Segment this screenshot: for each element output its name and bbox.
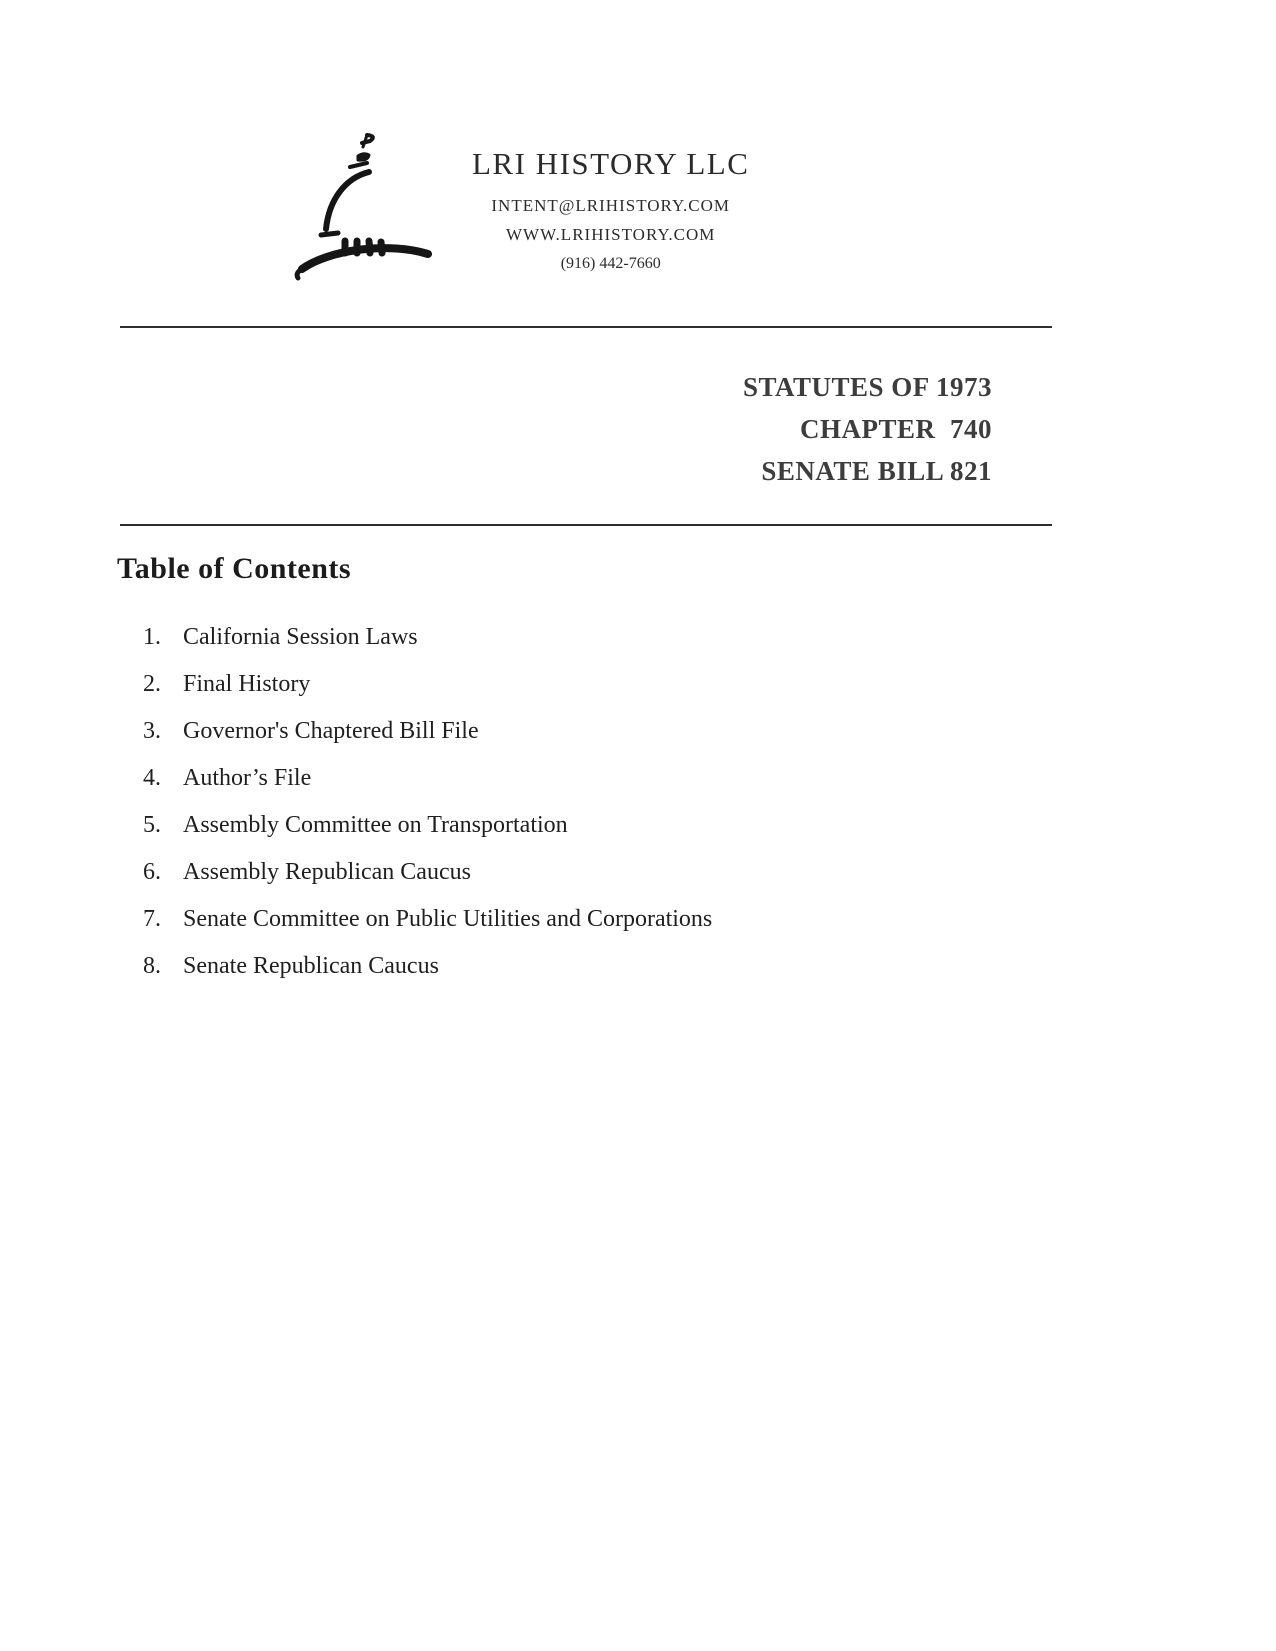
toc-item-number: 4.	[143, 765, 161, 791]
toc-list	[143, 622, 712, 998]
org-name: LRI HISTORY LLC	[472, 146, 750, 181]
divider-bottom	[120, 524, 1052, 526]
senate-bill-line: SENATE BILL 821	[761, 456, 992, 486]
toc-item-label: Final History	[183, 671, 311, 697]
toc-item	[143, 716, 712, 746]
toc-item-number: 1.	[143, 624, 161, 650]
toc-item	[143, 763, 712, 793]
toc-item-label: Senate Committee on Public Utilities and Corporations	[183, 906, 713, 932]
capitol-dome-logo-icon	[292, 122, 442, 282]
statutes-line: STATUTES OF 1973	[742, 372, 992, 402]
org-email: INTENT@LRIHISTORY.COM	[491, 196, 731, 215]
toc-item-label: Assembly Committee on Transportation	[183, 812, 568, 838]
letterhead	[292, 122, 749, 282]
toc-item	[143, 857, 712, 887]
org-phone: (916) 442-7660	[560, 255, 661, 272]
toc-item-label: California Session Laws	[183, 624, 418, 650]
toc-item	[143, 951, 712, 981]
toc-item-label: Assembly Republican Caucus	[183, 859, 471, 885]
toc-item-number: 8.	[143, 953, 161, 979]
toc-item-number: 7.	[143, 906, 161, 932]
toc-item-number: 6.	[143, 859, 161, 885]
toc-item-label: Senate Republican Caucus	[183, 953, 439, 979]
statutes-title-block	[743, 366, 992, 492]
toc-item-label: Governor's Chaptered Bill File	[183, 718, 479, 744]
toc-item-number: 3.	[143, 718, 161, 744]
toc-item	[143, 622, 712, 652]
toc-item-label: Author’s File	[183, 765, 312, 791]
toc-item	[143, 810, 712, 840]
chapter-line: CHAPTER 740	[799, 414, 992, 444]
toc-item-number: 2.	[143, 671, 161, 697]
org-website: WWW.LRIHISTORY.COM	[505, 225, 716, 244]
toc-item-number: 5.	[143, 812, 161, 838]
org-block	[472, 122, 749, 273]
toc-item	[143, 904, 712, 934]
toc-heading: Table of Contents	[117, 552, 352, 585]
divider-top	[120, 326, 1052, 328]
toc-item	[143, 669, 712, 699]
